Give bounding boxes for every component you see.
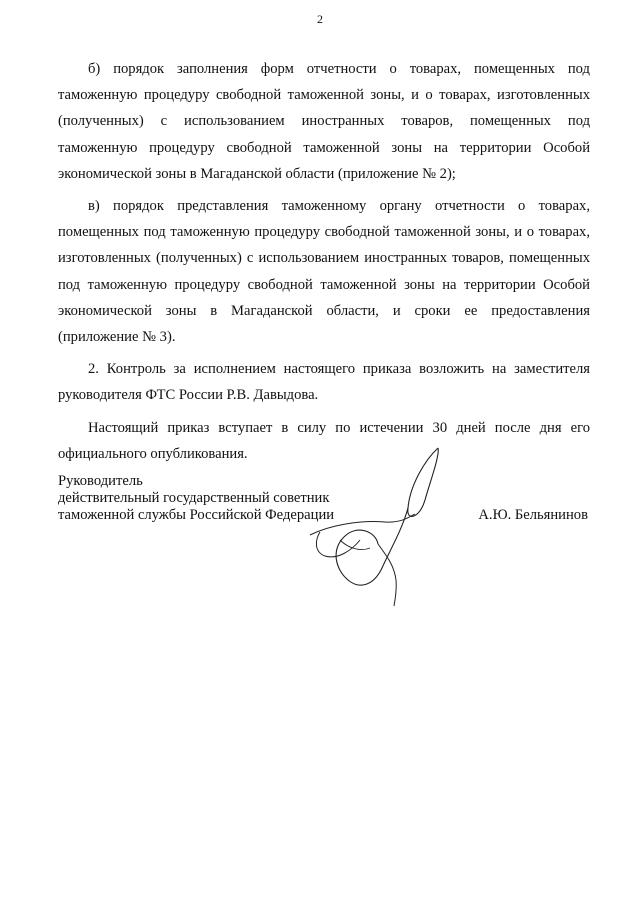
paragraph-effective-date: Настоящий приказ вступает в силу по истечении 30 дней после дня его официального опубликования. <box>58 419 590 462</box>
signatory-role: Руководитель <box>58 473 143 489</box>
signatory-rank-line2: таможенной службы Российской Федерации <box>58 507 335 523</box>
handwritten-signature <box>290 440 460 610</box>
signer-name: А.Ю. Бельянинов <box>478 507 588 523</box>
page-number: 2 <box>317 12 323 26</box>
signatory-rank-line1: действительный государственный советник <box>58 490 330 506</box>
paragraph-b: б) порядок заполнения форм отчетности о товарах, помещенных под таможенную процедуру свободной таможенной зоны, и о товарах, изготовленных (полученных) с использованием иностранных товаров, помещенных под таможенную процедуру свободной таможенной зоны на территории Особой экономической зоны в Магаданской области (приложение № 2); <box>58 61 590 182</box>
paragraph-v: в) порядок представления таможенному органу отчетности о товарах, помещенных под таможенную процедуру свободной таможенной зоны, и о товарах, изготовленных (полученных) с использованием иностранных товаров, помещенных под таможенную процедуру свободной таможенной зоны на территории Особой экономической зоны в Магаданской области, и сроки ее предоставления (приложение № 3). <box>58 198 590 346</box>
paragraph-2: 2. Контроль за исполнением настоящего приказа возложить на заместителя руководителя ФТС России Р.В. Давыдова. <box>58 361 590 404</box>
document-body <box>58 56 590 473</box>
